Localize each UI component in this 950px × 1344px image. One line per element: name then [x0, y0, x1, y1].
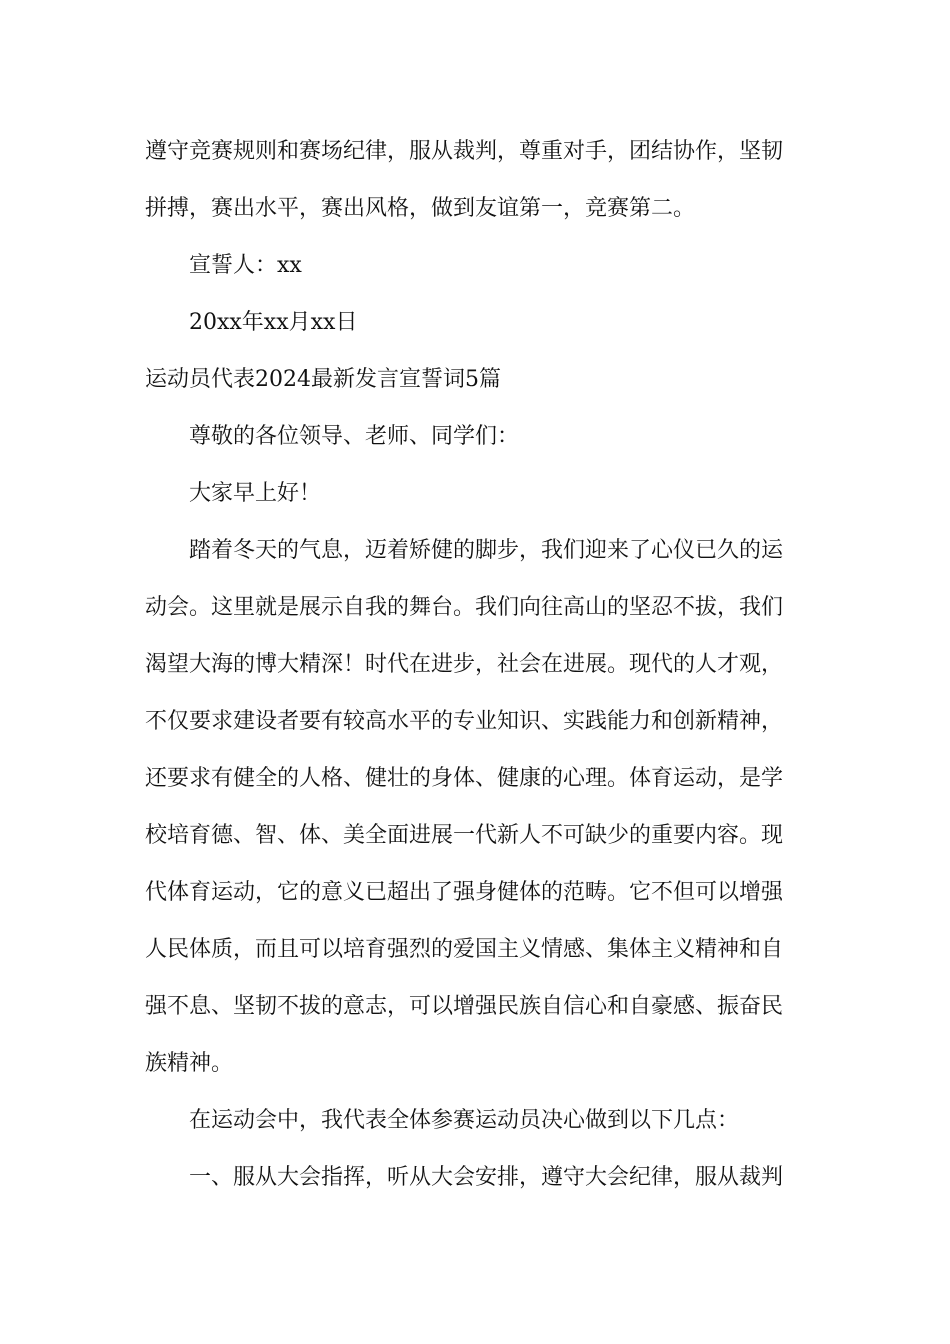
paragraph-line: 代体育运动，它的意义已超出了强身健体的范畴。它不但可以增强	[145, 880, 784, 905]
paragraph-line: 族精神。	[145, 1051, 234, 1076]
salutation: 尊敬的各位领导、老师、同学们：	[189, 424, 520, 449]
paragraph-line: 不仅要求建设者要有较高水平的专业知识、实践能力和创新精神，	[145, 709, 784, 734]
paragraph-line: 拼搏，赛出水平，赛出风格，做到友谊第一，竞赛第二。	[145, 196, 696, 221]
list-item-line: 一、服从大会指挥，听从大会安排，遵守大会纪律，服从裁判	[189, 1165, 784, 1190]
section-title: 运动员代表2024最新发言宣誓词5篇	[145, 367, 501, 392]
paragraph-line: 人民体质，而且可以培育强烈的爱国主义情感、集体主义精神和自	[145, 937, 784, 962]
paragraph-line: 动会。这里就是展示自我的舞台。我们向往高山的坚忍不拔，我们	[145, 595, 784, 620]
paragraph-line: 校培育德、智、体、美全面进展一代新人不可缺少的重要内容。现	[145, 823, 784, 848]
greeting: 大家早上好！	[189, 481, 322, 506]
oath-signer: 宣誓人：xx	[189, 253, 302, 278]
paragraph-line: 踏着冬天的气息，迈着矫健的脚步，我们迎来了心仪已久的运	[189, 538, 784, 563]
oath-date: 20xx年xx月xx日	[189, 310, 358, 335]
paragraph-line: 遵守竞赛规则和赛场纪律，服从裁判，尊重对手，团结协作，坚韧	[145, 139, 784, 164]
paragraph-line: 还要求有健全的人格、健壮的身体、健康的心理。体育运动，是学	[145, 766, 784, 791]
paragraph-line: 在运动会中，我代表全体参赛运动员决心做到以下几点：	[189, 1108, 740, 1133]
paragraph-line: 强不息、坚韧不拔的意志，可以增强民族自信心和自豪感、振奋民	[145, 994, 784, 1019]
paragraph-line: 渴望大海的博大精深！时代在进步，社会在进展。现代的人才观，	[145, 652, 784, 677]
